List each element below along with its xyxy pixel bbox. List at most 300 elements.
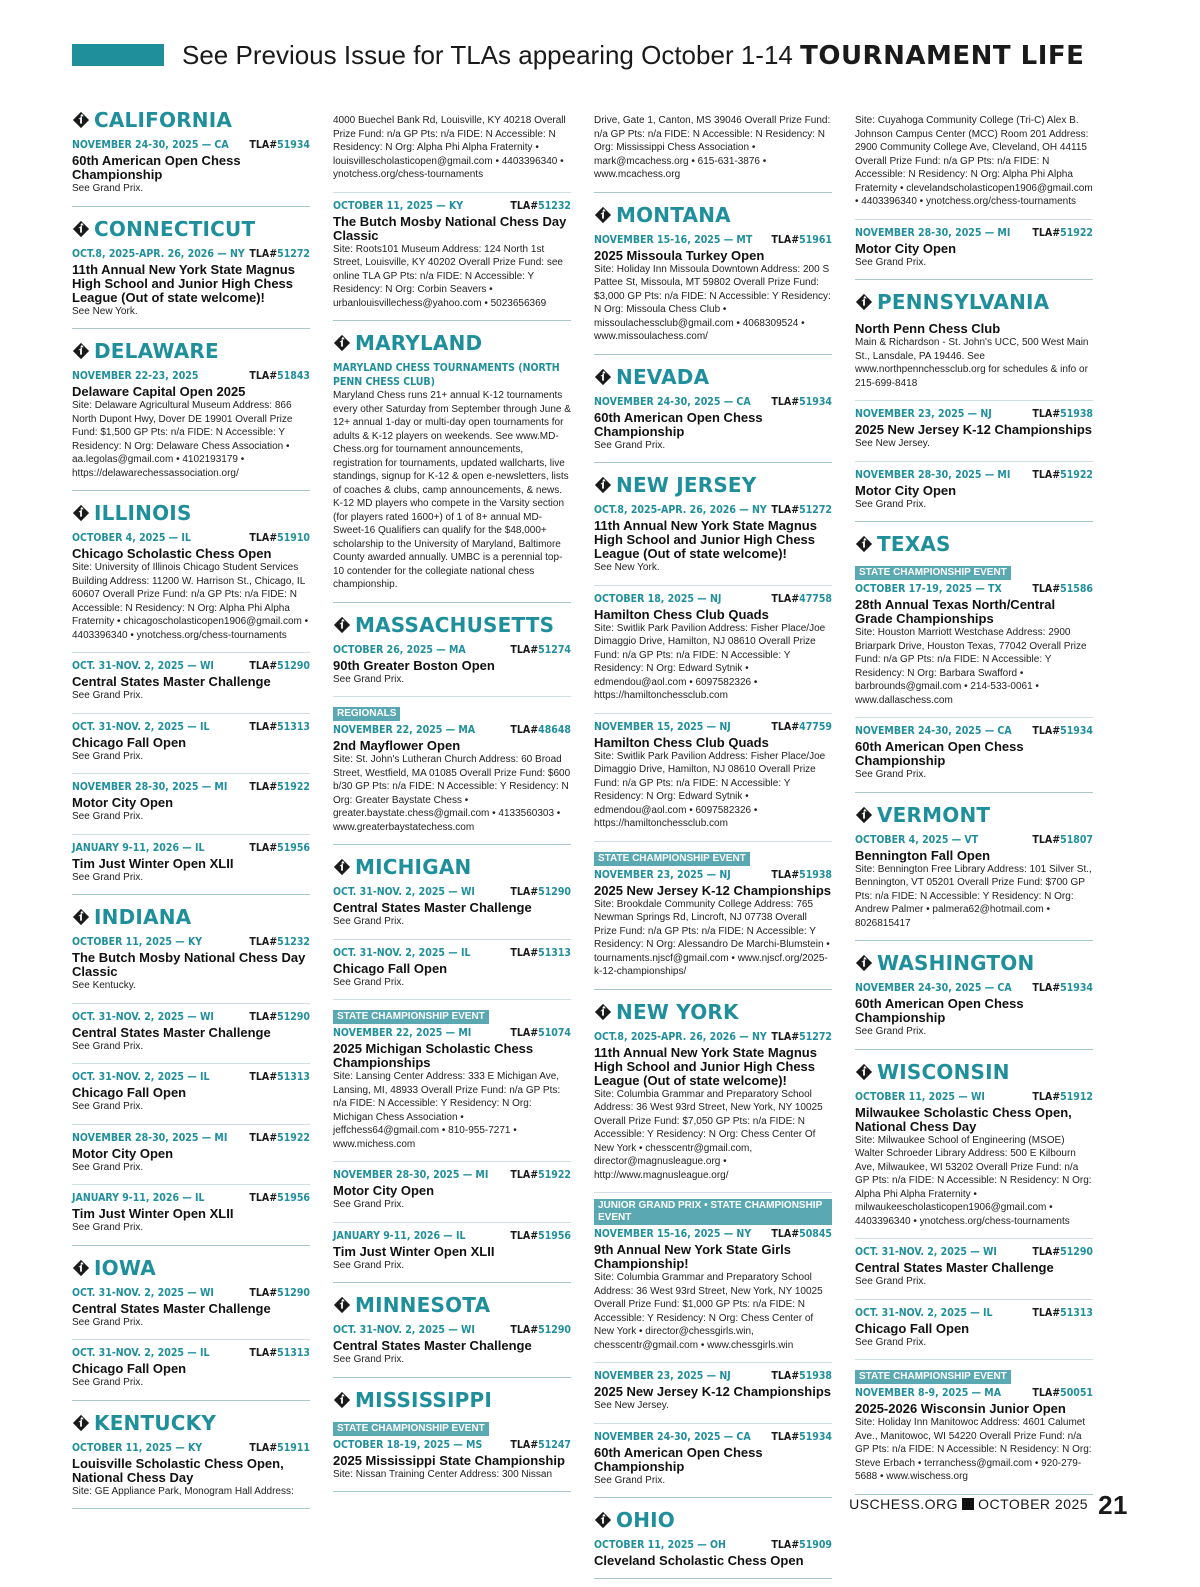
- direction-sign-icon: [72, 111, 90, 129]
- listing-meta: [72, 780, 310, 794]
- tournament-details: See Grand Prix.: [855, 769, 927, 780]
- tournament-name: Central States Master Challenge: [855, 1260, 1054, 1275]
- event-badge: STATE CHAMPIONSHIP EVENT: [333, 1422, 489, 1436]
- tournament-name: Chicago Fall Open: [72, 1361, 187, 1376]
- tla-prefix: TLA#: [510, 1027, 539, 1039]
- tournament-details: Site: St. John's Lutheran Church Address: 60 Broad Street, Westfield, MA 01085 Overall Prize Fund: $600 b/30 GP Pts: n/a FIDE: N Accessible: Y Residency: N Org: Greater Baystate Chess • greater.baystate.chess@gmail.com • 4133560303 • www.greaterbaystatechess.com: [333, 754, 571, 833]
- direction-sign-icon: [333, 1391, 351, 1409]
- tla-number: [249, 935, 310, 949]
- tournament-details: See New Jersey.: [594, 1400, 669, 1411]
- tournament-details: Site: Columbia Grammar and Preparatory School Address: 36 West 93rd Street, New York, NY 10025 Overall Prize Fund: $1,000 GP Pts: n/a FIDE: N Accessible: Y Residency: N Org: Chess Center of New York • director@chessgirls.win, chesscentr@gmail.com • www.chessgirls.win: [594, 1272, 823, 1351]
- state-section: [72, 1409, 310, 1510]
- section-gap: [72, 1509, 310, 1517]
- tla-prefix: TLA#: [510, 886, 539, 898]
- tournament-listing: [72, 1185, 310, 1245]
- listing-meta: [72, 841, 310, 855]
- tla-number: [510, 1168, 571, 1182]
- tournament-name: Chicago Fall Open: [72, 1085, 187, 1100]
- tournament-name: Motor City Open: [333, 1183, 435, 1198]
- listing-date: OCTOBER 11, 2025 — OH: [594, 1539, 726, 1551]
- tla-prefix: TLA#: [771, 1030, 800, 1043]
- tla-prefix: TLA#: [510, 1324, 539, 1336]
- listing-meta: [855, 981, 1093, 995]
- tla-value: 51290: [277, 660, 310, 672]
- tournament-listing: [333, 1162, 571, 1223]
- page-number: 21: [1098, 1490, 1128, 1520]
- tournament-name: 2025-2026 Wisconsin Junior Open: [855, 1401, 1066, 1416]
- tournament-listing: [855, 975, 1093, 1049]
- direction-sign-icon: [72, 342, 90, 360]
- tournament-details: See Grand Prix.: [855, 498, 927, 510]
- tournament-listing: [72, 714, 310, 775]
- tla-number: [510, 1229, 571, 1243]
- section-gap: [72, 1246, 310, 1254]
- tla-value: 51272: [277, 247, 310, 260]
- tournament-listing: [855, 1300, 1093, 1361]
- tournament-details: 4000 Buechel Bank Rd, Louisville, KY 40218 Overall Prize Fund: n/a GP Pts: n/a FIDE: N Accessible: N Residency: N Org: Alpha Phi Alpha Fraternity • louisvillescholasticopen@gmail.com • 4403396340 • ynotchess.org/chess-tournaments: [333, 115, 566, 180]
- listing-meta: [72, 1131, 310, 1145]
- section-gap: [333, 603, 571, 611]
- tournament-name: 9th Annual New York State Girls Championship!: [594, 1242, 791, 1271]
- tla-value: 51807: [1060, 833, 1093, 846]
- tournament-listing: [72, 1004, 310, 1065]
- tla-number: [1032, 1306, 1093, 1320]
- tournament-name: 2025 New Jersey K-12 Championships: [855, 422, 1092, 437]
- tla-number: [1032, 407, 1093, 421]
- tournament-name: 60th American Open Chess Championship: [594, 1444, 763, 1474]
- tla-number: [771, 592, 832, 606]
- tournament-details: See Kentucky.: [72, 980, 136, 991]
- state-heading: [855, 290, 1093, 314]
- footer-site: USCHESS.ORG: [849, 1496, 959, 1513]
- tla-number: [510, 885, 571, 899]
- tla-prefix: TLA#: [1032, 982, 1061, 994]
- tournament-details: See Grand Prix.: [72, 1222, 144, 1233]
- tla-value: 51934: [277, 139, 310, 151]
- tournament-name: The Butch Mosby National Chess Day Classic: [333, 213, 567, 243]
- listing-date: NOVEMBER 22-23, 2025: [72, 370, 199, 382]
- tla-number: [1032, 1090, 1093, 1104]
- page-footer: [849, 1490, 1128, 1521]
- tla-prefix: TLA#: [771, 1228, 800, 1240]
- state-name: VERMONT: [877, 802, 991, 827]
- tla-value: 51922: [538, 1169, 571, 1181]
- column-4: [855, 106, 1093, 1503]
- tla-prefix: TLA#: [510, 1438, 539, 1451]
- tla-value: 51934: [1060, 725, 1093, 737]
- state-name: ILLINOIS: [94, 501, 192, 525]
- tournament-listing: [72, 835, 310, 895]
- tournament-listing: [855, 462, 1093, 522]
- footer-square-icon: [962, 1498, 974, 1510]
- direction-sign-icon: [72, 504, 90, 522]
- tournament-listing: [333, 940, 571, 1001]
- tla-number: [1032, 226, 1093, 240]
- tla-number: [771, 503, 832, 517]
- tla-value: 50845: [799, 1228, 832, 1240]
- listing-meta: [855, 1090, 1093, 1104]
- listing-date: OCTOBER 4, 2025 — IL: [72, 532, 191, 544]
- direction-sign-icon: [855, 954, 873, 972]
- tla-number: [771, 1369, 832, 1383]
- tla-prefix: TLA#: [249, 1286, 278, 1299]
- listing-meta: [72, 1286, 310, 1300]
- listing-date: NOVEMBER 22, 2025 — MA: [333, 724, 476, 736]
- tournament-listing: [72, 653, 310, 714]
- listing-date: NOVEMBER 15-16, 2025 — MT: [594, 233, 753, 246]
- state-heading: [333, 613, 571, 637]
- tla-number: [510, 643, 571, 657]
- tla-prefix: TLA#: [1032, 1306, 1061, 1319]
- listing-meta: [72, 1346, 310, 1360]
- tournament-details: Site: Lansing Center Address: 333 E Michigan Ave, Lansing, MI, 48933 Overall Prize Fund: n/a GP Pts: n/a FIDE: N Accessible: Y Residency: N Org: Michigan Chess Association • jeffchess64@gmail.com • 810-955-7271 • www.michess.com: [333, 1071, 561, 1150]
- tla-value: 51313: [277, 1071, 310, 1083]
- listing-date: NOVEMBER 28-30, 2025 — MI: [72, 1131, 228, 1144]
- state-heading: [72, 1256, 310, 1280]
- tournament-details: See Grand Prix.: [333, 673, 405, 685]
- tla-value: 51290: [1060, 1246, 1093, 1258]
- state-section: [72, 1254, 310, 1401]
- state-name: NEW YORK: [616, 999, 739, 1024]
- listing-meta: [72, 720, 310, 734]
- tournament-name: Tim Just Winter Open XLII: [333, 1243, 495, 1259]
- tournament-details: Site: Cuyahoga Community College (Tri-C) Alex B. Johnson Campus Center (MCC) Room 201 Address: 2900 Community College Ave, Cleveland, OH 44115 Overall Prize Fund: n/a GP Pts: n/a FIDE: N Accessible: N Residency: N Org: Alpha Phi Alpha Fraternity • clevelandscholasticopen1906@gmail.com • 4403396340 • ynotchess.org/chess-tournaments: [855, 115, 1093, 207]
- tournament-name: The Butch Mosby National Chess Day Classic: [72, 950, 306, 979]
- listing-date: NOVEMBER 28-30, 2025 — MI: [855, 226, 1011, 239]
- tournament-name: 2025 New Jersey K-12 Championships: [594, 1384, 831, 1399]
- state-section: [72, 215, 310, 330]
- tournament-name: Motor City Open: [72, 1145, 174, 1161]
- listing-date: OCTOBER 18, 2025 — NJ: [594, 592, 722, 605]
- listing-date: MARYLAND CHESS TOURNAMENTS (NORTH PENN CHESS CLUB): [333, 362, 560, 388]
- listing-date: NOVEMBER 15-16, 2025 — NY: [594, 1228, 752, 1240]
- listing-date: OCT. 31-NOV. 2, 2025 — IL: [72, 1071, 210, 1083]
- tla-value: 51938: [799, 868, 832, 881]
- state-name: IOWA: [94, 1255, 156, 1280]
- tla-prefix: TLA#: [249, 370, 278, 382]
- listing-meta: [855, 1245, 1093, 1259]
- tournament-details: Site: Roots101 Museum Address: 124 North 1st Street, Louisville, KY 40202 Overall Prize Fund: see online TLA GP Pts: n/a FIDE: N Accessible: Y Residency: N Org: Corbin Seavers • urbanlouisvillechess@yahoo.com • 5023656369: [333, 243, 563, 309]
- state-name: NEVADA: [616, 364, 710, 389]
- state-name: NEW JERSEY: [616, 473, 757, 497]
- tournament-name: 2025 Michigan Scholastic Chess Championships: [333, 1041, 534, 1070]
- listing-date: OCTOBER 11, 2025 — WI: [855, 1090, 985, 1103]
- tla-number: [771, 233, 832, 247]
- tla-value: 51909: [799, 1539, 832, 1551]
- direction-sign-icon: [333, 616, 351, 634]
- state-name: MARYLAND: [355, 331, 483, 355]
- direction-sign-icon: [333, 334, 351, 352]
- listing-date: NOVEMBER 28-30, 2025 — MI: [855, 468, 1011, 481]
- listing-date: NOVEMBER 28-30, 2025 — MI: [333, 1169, 489, 1181]
- tournament-listing: [594, 1024, 832, 1194]
- listing-meta: [72, 1441, 310, 1455]
- tla-value: 51290: [538, 886, 571, 898]
- tournament-details: Maryland Chess runs 21+ annual K-12 tournaments every other Saturday from September through June & 12+ annual 1-day or multi-day open tournaments for adults & K-12 players on weekends. See www.MD-Chess.org for tournament announcements, registration for tournaments, updated wallcharts, live standings, signup for K-12 & open e-newsletters, lists of coaches & clubs, camp announcements, & news. K-12 MD players who compete in the Varsity section (for players rated 1600+) of 1 of 8+ annual MD-Sweet-16 Qualifiers can qualify for the $48,000+ scholarship to the University of Maryland, Baltimore County awarded annually. UMBC is a perennial top-10 contender for the collegiate national chess championship.: [333, 390, 571, 590]
- direction-sign-icon: [594, 1511, 612, 1529]
- state-section: [855, 106, 1093, 280]
- tla-value: 51232: [277, 936, 310, 948]
- tla-number: [249, 138, 310, 152]
- direction-sign-icon: [855, 293, 873, 311]
- listing-meta: [333, 885, 571, 899]
- tla-prefix: TLA#: [1032, 725, 1061, 737]
- tla-value: 51911: [277, 1441, 310, 1454]
- tournament-listing: [855, 1239, 1093, 1300]
- state-name: MISSISSIPPI: [355, 1387, 493, 1412]
- state-heading: [594, 1000, 832, 1024]
- event-badge: STATE CHAMPIONSHIP EVENT: [855, 1370, 1011, 1384]
- listing-meta: [333, 946, 571, 960]
- tournament-name: Milwaukee Scholastic Chess Open, National Chess Day: [855, 1104, 1072, 1134]
- column-3: [594, 106, 832, 1587]
- tla-number: [1032, 468, 1093, 482]
- listing-date: OCT. 31-NOV. 2, 2025 — WI: [72, 660, 214, 672]
- listing-date: NOVEMBER 15, 2025 — NJ: [594, 720, 731, 733]
- tournament-name: 2025 Missoula Turkey Open: [594, 247, 765, 263]
- tla-number: [249, 247, 310, 261]
- tla-prefix: TLA#: [249, 781, 278, 793]
- tournament-details: See Grand Prix.: [333, 1354, 405, 1365]
- listing-meta: [855, 468, 1093, 482]
- state-section: [333, 1291, 571, 1378]
- listing-meta: [594, 592, 832, 606]
- header-accent-bar: [72, 44, 164, 66]
- listing-date: OCTOBER 11, 2025 — KY: [72, 1441, 203, 1454]
- tournament-listing: [72, 774, 310, 835]
- listing-date: OCTOBER 4, 2025 — VT: [855, 833, 979, 846]
- state-section: [855, 801, 1093, 942]
- tla-prefix: TLA#: [510, 1229, 539, 1242]
- state-name: OHIO: [616, 1508, 675, 1532]
- tournament-listing: [333, 1317, 571, 1377]
- listing-meta: [72, 369, 310, 383]
- tla-number: [510, 723, 571, 737]
- state-name: MICHIGAN: [355, 855, 472, 879]
- tournament-name: 2025 New Jersey K-12 Championships: [594, 882, 831, 898]
- tournament-listing: [594, 389, 832, 463]
- tournament-listing: [333, 1000, 571, 1162]
- listing-meta: [594, 868, 832, 882]
- state-heading: [333, 1293, 571, 1317]
- tla-prefix: TLA#: [1032, 583, 1061, 595]
- tla-prefix: TLA#: [249, 720, 278, 733]
- tla-number: [249, 1010, 310, 1024]
- tournament-name: 60th American Open Chess Championship: [855, 996, 1024, 1025]
- tla-value: 51922: [1060, 226, 1093, 239]
- tournament-details: Site: Holiday Inn Missoula Downtown Address: 200 S Pattee St, Missoula, MT 59802 Overall Prize Fund: $3,000 GP Pts: n/a FIDE: N Accessible: Y Residency: N Org: Missoula Chess Club • missoulachessclub@gmail.com • 4068309524 • www.missoulachess.com/: [594, 263, 831, 342]
- tla-value: 51313: [538, 946, 571, 959]
- tournament-details: See Grand Prix.: [72, 183, 144, 194]
- state-name: CALIFORNIA: [94, 108, 233, 132]
- section-gap: [594, 1498, 832, 1506]
- section-gap: [855, 280, 1093, 288]
- tournament-listing: [333, 108, 571, 193]
- tournament-details: See Grand Prix.: [855, 1276, 927, 1287]
- tournament-name: Hamilton Chess Club Quads: [594, 734, 769, 750]
- listing-meta: [594, 720, 832, 734]
- listing-date: NOVEMBER 24-30, 2025 — CA: [594, 395, 751, 408]
- listing-meta: [72, 247, 310, 261]
- tla-prefix: TLA#: [1032, 468, 1061, 481]
- tournament-name: Motor City Open: [72, 795, 174, 810]
- listing-meta: [72, 1010, 310, 1024]
- tournament-name: 60th American Open Chess Championship: [855, 739, 1024, 768]
- tournament-details: See Grand Prix.: [72, 690, 144, 701]
- tla-prefix: TLA#: [771, 868, 800, 881]
- section-gap: [72, 1401, 310, 1409]
- state-section: [72, 499, 310, 895]
- tournament-details: Drive, Gate 1, Canton, MS 39046 Overall Prize Fund: n/a GP Pts: n/a FIDE: N Accessible: N Residency: N Org: Mississippi Chess Association • mark@mcachess.org • 615-631-3876 • www.mcachess.org: [594, 115, 831, 180]
- tla-prefix: TLA#: [249, 1131, 278, 1144]
- tournament-name: 11th Annual New York State Magnus High School and Junior High Chess League (Out of state welcome)!: [72, 261, 295, 305]
- tla-value: 51843: [277, 370, 310, 382]
- listing-date: NOVEMBER 24-30, 2025 — CA: [855, 982, 1012, 994]
- tla-value: 51922: [1060, 468, 1093, 481]
- state-section: [333, 853, 571, 1283]
- listing-meta: [333, 723, 571, 737]
- tournament-listing: [594, 1193, 832, 1363]
- listing-meta: [333, 199, 571, 213]
- listing-date: OCTOBER 26, 2025 — MA: [333, 643, 466, 656]
- state-heading: [594, 365, 832, 389]
- tournament-name: 11th Annual New York State Magnus High School and Junior High Chess League (Out of state welcome)!: [594, 1044, 817, 1088]
- tournament-name: 60th American Open Chess Championship: [594, 409, 763, 439]
- tla-prefix: TLA#: [510, 643, 539, 656]
- listing-meta: [72, 1191, 310, 1205]
- listing-date: NOVEMBER 24-30, 2025 — CA: [855, 725, 1012, 737]
- tournament-details: See Grand Prix.: [72, 1161, 144, 1173]
- tournament-details: Main & Richardson - St. John's UCC, 500 West Main St., Lansdale, PA 19446. See www.northpennchessclub.org for schedules & info or 215-699-8418: [855, 337, 1089, 389]
- tournament-details: See Grand Prix.: [72, 1377, 144, 1388]
- state-section: [72, 106, 310, 207]
- listing-date: OCT. 31-NOV. 2, 2025 — WI: [72, 1286, 214, 1299]
- tla-number: [771, 395, 832, 409]
- listing-date: OCTOBER 18-19, 2025 — MS: [333, 1438, 483, 1451]
- state-section: [594, 106, 832, 193]
- tla-prefix: TLA#: [510, 724, 539, 736]
- tournament-details: Site: Holiday Inn Manitowoc Address: 4601 Calumet Ave., Manitowoc, WI 54220 Overall Prize Fund: n/a GP Pts: n/a FIDE: N Accessible: N Residency: N Org: Steve Erbach • terranchess@gmail.com • 920-279-5688 • www.wischess.org: [855, 1417, 1092, 1482]
- state-heading: [72, 108, 310, 132]
- tla-value: 47759: [799, 720, 832, 733]
- tournament-name: Motor City Open: [855, 482, 957, 498]
- tournament-details: See Grand Prix.: [855, 1026, 927, 1037]
- tla-value: 48648: [538, 724, 571, 736]
- tournament-listing: [594, 1363, 832, 1424]
- listing-date: OCT. 31-NOV. 2, 2025 — IL: [72, 720, 210, 733]
- tla-number: [249, 1070, 310, 1084]
- tla-value: 51934: [799, 395, 832, 408]
- column-1: [72, 106, 310, 1517]
- state-heading: [594, 473, 832, 497]
- listing-date: NOVEMBER 24-30, 2025 — CA: [72, 139, 229, 151]
- section-gap: [855, 941, 1093, 949]
- listing-date: NOVEMBER 23, 2025 — NJ: [594, 868, 731, 881]
- tla-number: [249, 841, 310, 855]
- direction-sign-icon: [333, 1296, 351, 1314]
- section-gap: [72, 895, 310, 903]
- state-section: [594, 363, 832, 464]
- listing-meta: [594, 1227, 832, 1241]
- tournament-details: See New York.: [72, 305, 138, 317]
- state-section: [594, 471, 832, 990]
- state-section: [72, 903, 310, 1246]
- tla-value: 51912: [1060, 1090, 1093, 1103]
- section-gap: [594, 193, 832, 201]
- listing-meta: [594, 1369, 832, 1383]
- tournament-details: Site: Nissan Training Center Address: 300 Nissan: [333, 1468, 552, 1480]
- listing-meta: [594, 1430, 832, 1444]
- tla-prefix: TLA#: [249, 139, 278, 151]
- column-2: [333, 106, 571, 1500]
- tla-number: [771, 1430, 832, 1444]
- tournament-details: See Grand Prix.: [855, 256, 927, 268]
- state-heading: [72, 905, 310, 929]
- state-section: [594, 998, 832, 1499]
- tla-value: 51290: [277, 1286, 310, 1299]
- tla-value: 51272: [799, 504, 832, 516]
- tournament-name: Central States Master Challenge: [72, 674, 271, 689]
- state-name: MASSACHUSETTS: [355, 612, 555, 637]
- section-gap: [594, 355, 832, 363]
- tla-number: [771, 1227, 832, 1241]
- tournament-details: Site: Switlik Park Pavilion Address: Fisher Place/Joe Dimaggio Drive, Hamilton, NJ 08610 Overall Prize Fund: n/a GP Pts: n/a FIDE: N Accessible: Y Residency: N Org: Edward Sytnik • edmendou@aol.com • 6097582326 • https://hamiltonchessclub.com: [594, 622, 826, 701]
- direction-sign-icon: [594, 1003, 612, 1021]
- tla-number: [771, 868, 832, 882]
- tla-value: 51272: [799, 1030, 832, 1043]
- listing-meta: [594, 503, 832, 517]
- state-heading: [333, 1388, 571, 1412]
- tournament-details: Site: Houston Marriott Westchase Address: 2900 Briarpark Drive, Houston Texas, 77042 Overall Prize Fund: n/a GP Pts: n/a FIDE: N Accessible: Y Residency: N Org: Barbara Swafford • barbrounds@gmail.com • 214-533-0061 • www.dallaschess.com: [855, 627, 1087, 706]
- section-gap: [72, 491, 310, 499]
- tla-prefix: TLA#: [771, 233, 800, 246]
- tla-value: 51956: [277, 841, 310, 854]
- tournament-listing: [855, 827, 1093, 941]
- section-gap: [333, 1283, 571, 1291]
- tla-prefix: TLA#: [771, 1370, 800, 1382]
- tournament-name: Chicago Scholastic Chess Open: [72, 546, 272, 561]
- tla-value: 51922: [277, 781, 310, 793]
- listing-date: NOVEMBER 24-30, 2025 — CA: [594, 1430, 751, 1443]
- tla-prefix: TLA#: [1032, 408, 1061, 420]
- state-name: WISCONSIN: [877, 1059, 1010, 1084]
- tournament-listing: [855, 718, 1093, 792]
- tla-prefix: TLA#: [771, 395, 800, 408]
- section-gap: [855, 793, 1093, 801]
- tla-prefix: TLA#: [1032, 833, 1061, 846]
- tournament-listing: [855, 1084, 1093, 1240]
- event-badge: REGIONALS: [333, 707, 400, 721]
- listing-date: OCT. 31-NOV. 2, 2025 — IL: [855, 1306, 993, 1319]
- tla-prefix: TLA#: [510, 946, 539, 959]
- tournament-details: See Grand Prix.: [72, 871, 144, 883]
- tournament-listing: [72, 1280, 310, 1341]
- tla-value: 50051: [1060, 1387, 1093, 1399]
- tournament-details: See Grand Prix.: [594, 439, 666, 451]
- page-header: [72, 36, 1152, 84]
- listing-date: JANUARY 9-11, 2026 — IL: [72, 841, 205, 854]
- state-section: [333, 611, 571, 846]
- tla-value: 51938: [1060, 408, 1093, 420]
- state-name: WASHINGTON: [877, 951, 1035, 975]
- tournament-details: Site: GE Appliance Park, Monogram Hall Address:: [72, 1485, 294, 1497]
- tla-number: [1032, 981, 1093, 995]
- tournament-name: Cleveland Scholastic Chess Open: [594, 1553, 804, 1568]
- tla-value: 51956: [538, 1229, 571, 1242]
- tournament-name: Bennington Fall Open: [855, 847, 991, 863]
- listing-meta: [594, 395, 832, 409]
- event-badge: STATE CHAMPIONSHIP EVENT: [855, 566, 1011, 580]
